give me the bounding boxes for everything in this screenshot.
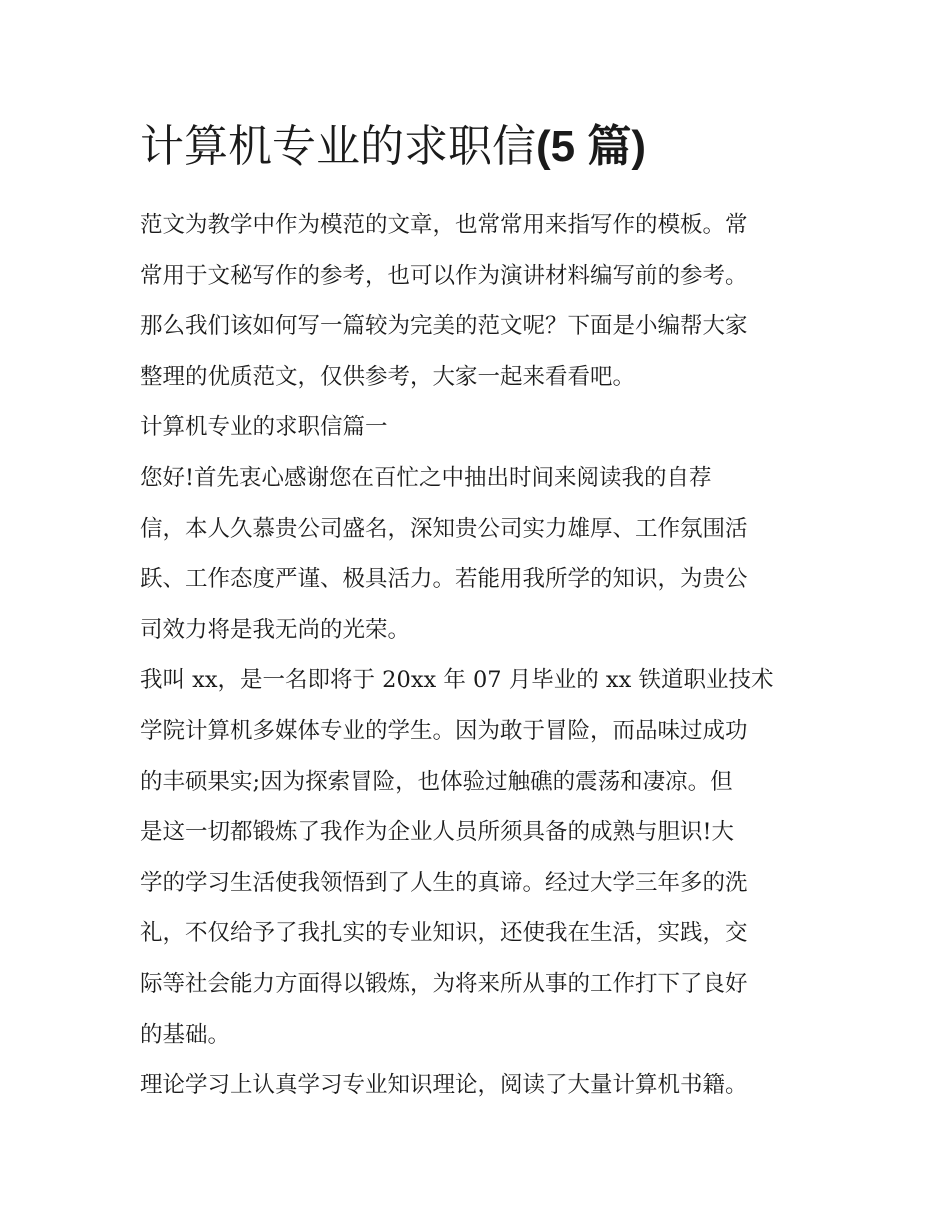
document-body [140,200,815,1111]
title-suffix: (5 篇) [536,122,646,171]
paragraph [140,402,815,453]
paragraph [140,200,815,402]
text-line: 常用于文秘写作的参考，也可以作为演讲材料编写前的参考。 [140,262,748,289]
text-line: 司效力将是我无尚的光荣。 [140,616,411,643]
text-line: 整理的优质范文，仅供参考，大家一起来看看吧。 [140,363,636,390]
text-line: 您好!首先衷心感谢您在百忙之中抽出时间来阅读我的自荐 [140,464,712,491]
text-line: 学的学习生活使我领悟到了人生的真谛。经过大学三年多的洗 [140,869,748,896]
text-line: 信，本人久慕贵公司盛名，深知贵公司实力雄厚、工作氛围活 [140,515,748,542]
text-line: 礼，不仅给予了我扎实的专业知识，还使我在生活，实践，交 [140,920,748,947]
text-line: 跃、工作态度严谨、极具活力。若能用我所学的知识，为贵公 [140,566,748,593]
text-line: 那么我们该如何写一篇较为完美的范文呢？下面是小编帮大家 [140,313,748,340]
text-line: 理论学习上认真学习专业知识理论，阅读了大量计算机书籍。 [140,1072,748,1099]
document-page [140,112,815,1111]
text-line: 学院计算机多媒体专业的学生。因为敢于冒险，而品味过成功 [140,717,748,744]
text-line: 际等社会能力方面得以锻炼，为将来所从事的工作打下了良好 [140,970,748,997]
text-line: 计算机专业的求职信篇一 [140,414,388,441]
paragraph [140,453,815,655]
text-line: 的基础。 [140,1021,231,1048]
text-line: 我叫 xx，是一名即将于 20xx 年 07 月毕业的 xx 铁道职业技术 [140,667,774,694]
document-title [140,112,815,182]
title-main: 计算机专业的求职信 [140,121,536,172]
text-line: 范文为教学中作为模范的文章，也常常用来指写作的模板。常 [140,212,748,238]
paragraph [140,1060,815,1111]
text-line: 是这一切都锻炼了我作为企业人员所须具备的成熟与胆识!大 [140,819,735,846]
text-line: 的丰硕果实;因为探索冒险，也体验过触礁的震荡和凄凉。但 [140,768,733,795]
paragraph [140,655,815,1060]
